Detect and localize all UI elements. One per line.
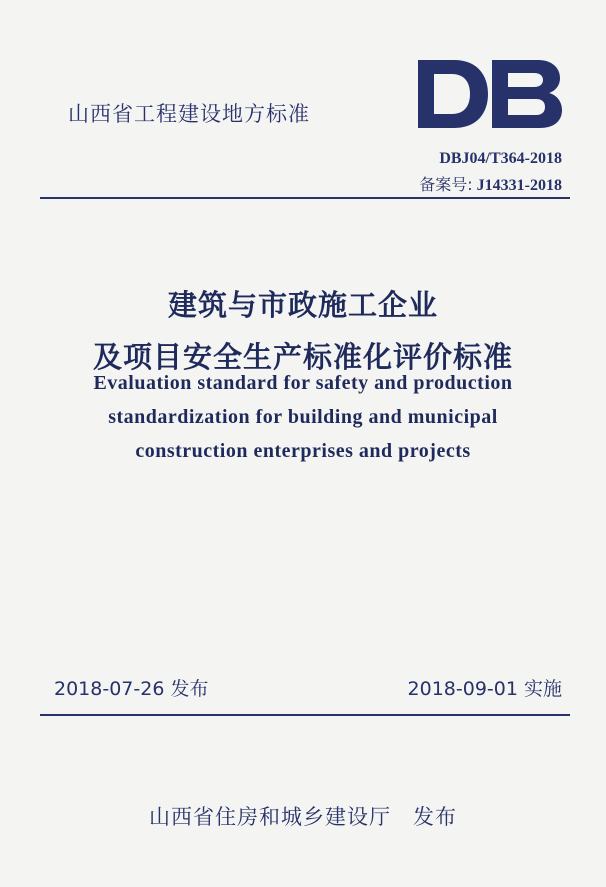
- bottom-divider: [40, 714, 570, 716]
- issue-date: 2018-07-26 发布: [54, 678, 209, 700]
- title-cn-line2: 及项目安全生产标准化评价标准: [92, 340, 513, 374]
- top-divider: [40, 197, 570, 199]
- db-logo: [414, 58, 564, 130]
- standard-code-block: [419, 146, 562, 199]
- series-title: 山西省工程建设地方标准: [68, 102, 310, 126]
- publisher: 山西省住房和城乡建设厅 发布: [149, 805, 457, 829]
- title-en-line1: Evaluation standard for safety and production: [93, 372, 513, 394]
- title-en-line3: construction enterprises and projects: [135, 440, 471, 462]
- implement-date: 2018-09-01 实施: [407, 678, 562, 700]
- title-cn-line1: 建筑与市政施工企业: [167, 288, 438, 322]
- title-en-line2: standardization for building and municipal: [108, 406, 498, 428]
- record-label: 备案号:: [419, 175, 473, 194]
- standard-code: DBJ04/T364-2018: [439, 150, 562, 167]
- record-number: J14331-2018: [476, 177, 562, 194]
- record-number-line: [419, 172, 562, 199]
